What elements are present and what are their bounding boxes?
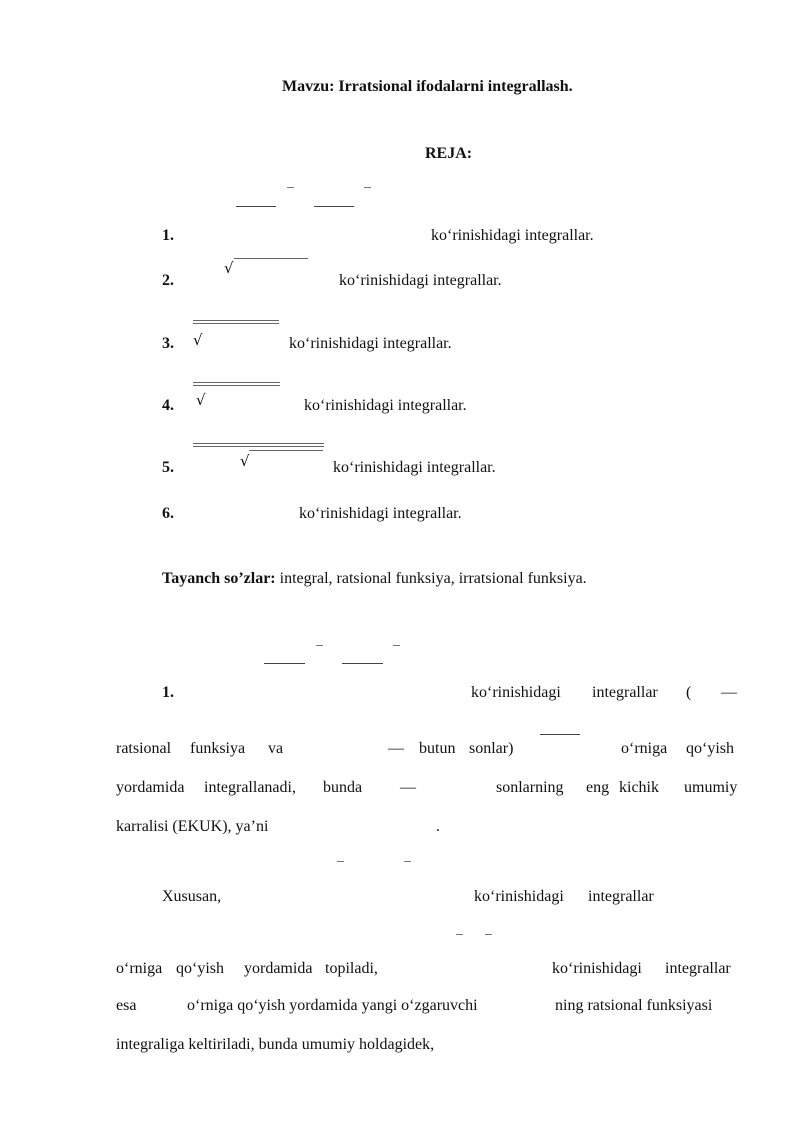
plan-item-number: 5. xyxy=(162,459,174,476)
radical-overline xyxy=(193,385,280,386)
keywords-text: integral, ratsional funksiya, irratsional funksiya. xyxy=(275,570,587,587)
paragraph-line: yordamida integrallanadi, bunda — sonlarning eng kichik umumiy xyxy=(116,779,738,796)
formula-fragment xyxy=(337,861,344,862)
fraction-bar xyxy=(342,663,383,664)
radical-overline xyxy=(249,450,323,451)
fraction-bar xyxy=(540,734,580,735)
plan-item-label: koʻrinishidagi integrallar. xyxy=(333,459,496,476)
radical-overline xyxy=(193,443,324,444)
formula-fragment xyxy=(404,861,411,862)
formula-fragment xyxy=(393,645,400,646)
plan-item-label: koʻrinishidagi integrallar. xyxy=(431,227,594,244)
keywords-label: Tayanch so’zlar: xyxy=(162,570,276,587)
paragraph-line: karralisi (EKUK), ya’ni . xyxy=(116,818,440,835)
section-text: koʻrinishidagi xyxy=(471,684,561,701)
radical-sign: √ xyxy=(193,331,203,349)
section-number: 1. xyxy=(162,684,174,701)
formula-fragment xyxy=(364,187,371,188)
radical-overline xyxy=(193,446,324,447)
formula-fragment xyxy=(456,934,463,935)
radical-overline xyxy=(234,258,308,259)
section-text: Xususan, xyxy=(162,888,222,905)
plan-item-label: koʻrinishidagi integrallar. xyxy=(299,505,462,522)
paragraph-line: ratsional funksiya va — butun sonlar) oʻrniga qoʻyish xyxy=(116,740,734,757)
plan-item-number: 3. xyxy=(162,335,174,352)
keywords-line xyxy=(162,570,587,588)
formula-fragment xyxy=(485,934,492,935)
section-text: integrallar xyxy=(588,888,654,905)
formula-fragment xyxy=(316,645,323,646)
paragraph-line: esa oʻrniga qoʻyish yordamida yangi oʻzgaruvchi ning ratsional funksiyasi xyxy=(116,997,713,1014)
radical-sign: √ xyxy=(240,452,250,470)
plan-item-label: koʻrinishidagi integrallar. xyxy=(339,272,502,289)
section-text: integrallar xyxy=(592,684,658,701)
radical-overline xyxy=(193,320,279,321)
plan-item-number: 4. xyxy=(162,397,174,414)
section-text: ( xyxy=(686,684,692,701)
radical-overline xyxy=(193,323,279,324)
fraction-bar xyxy=(314,206,354,207)
fraction-bar xyxy=(236,206,276,207)
formula-fragment xyxy=(287,187,294,188)
section-text: koʻrinishidagi xyxy=(474,888,564,905)
reja-heading: REJA: xyxy=(425,145,473,162)
radical-overline xyxy=(193,382,280,383)
paragraph-line: oʻrniga qoʻyish yordamida topiladi, koʻrinishidagi integrallar xyxy=(116,960,731,977)
section-text: — xyxy=(721,684,737,701)
plan-item-label: koʻrinishidagi integrallar. xyxy=(289,335,452,352)
fraction-bar xyxy=(264,663,305,664)
page-title: Mavzu: Irratsional ifodalarni integrallash. xyxy=(282,78,573,95)
plan-item-number: 1. xyxy=(162,227,174,244)
plan-item-number: 6. xyxy=(162,505,174,522)
plan-item-label: koʻrinishidagi integrallar. xyxy=(304,397,467,414)
paragraph-line: integraliga keltiriladi, bunda umumiy holdagidek, xyxy=(116,1036,435,1053)
plan-item-number: 2. xyxy=(162,272,174,289)
radical-sign: √ xyxy=(224,259,234,277)
radical-sign: √ xyxy=(196,391,206,409)
